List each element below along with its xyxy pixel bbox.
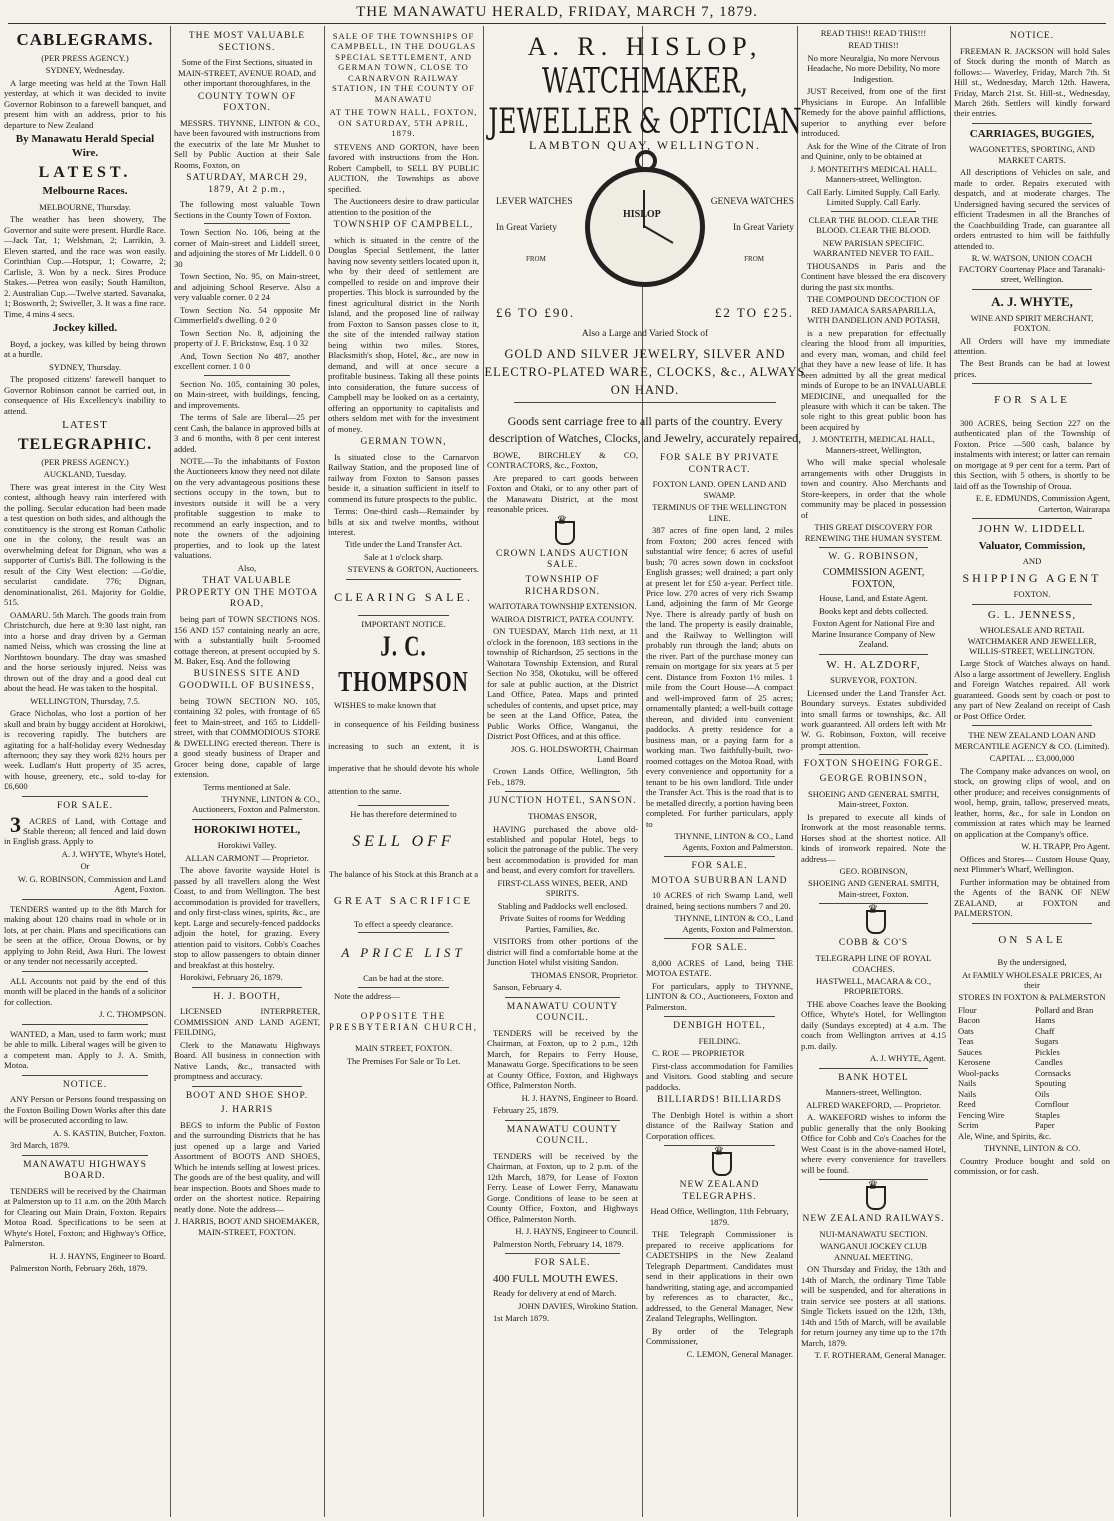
- ad-heading: THIS GREAT DISCOVERY FOR RENEWING THE HUMAN SYSTEM.: [804, 522, 943, 543]
- ad-text: 10 ACRES of rich Swamp Land, well drained, being sections numbers 7 and 20.: [646, 890, 793, 911]
- ad-signature: JOS. G. HOLDSWORTH, Chairman Land Board: [511, 743, 638, 764]
- section-heading: Jockey killed.: [52, 322, 118, 335]
- column-rule: [324, 26, 325, 1517]
- column-rule: [950, 26, 951, 1517]
- watch-brand: HISLOP: [623, 209, 661, 220]
- ad-signature: A. J. WHYTE, Whyte's Hotel,: [61, 848, 166, 859]
- ad-heading: SALE OF THE TOWNSHIPS OF CAMPBELL, IN THE DOUGLAS SPECIAL SETTLEMENT, AND GERMAN TOWN, CLOSE TO CARNARVON RAILWAY STATION, IN THE COUNTY OF MANAWATU: [330, 31, 477, 104]
- ad-text: The Best Brands can be had at lowest prices.: [954, 358, 1110, 379]
- ad-heading: NOTICE.: [1009, 31, 1055, 41]
- list-item: Cornsacks: [1035, 1067, 1071, 1078]
- ad-heading: MANAWATU HIGHWAYS BOARD.: [23, 1159, 147, 1182]
- ad-text: Head Office, Wellington, 11th February, 1879.: [650, 1206, 789, 1227]
- ad-text: NUI-MANAWATU SECTION.: [819, 1228, 928, 1239]
- ad-heading: DENBIGH HOTEL,: [673, 1021, 766, 1032]
- column-3: [328, 28, 479, 1515]
- section-listing: Section No. 105, containing 30 poles, on Main-street, with buildings, fencing, and improvements.: [174, 378, 320, 410]
- great-sacrifice-heading: GREAT SACRIFICE: [333, 895, 474, 908]
- dateline: SYDNEY, Thursday.: [49, 361, 121, 372]
- ad-text: The terms of Sale are liberal—25 per cent Cash, the balance in approved bills at 3 and 6 months, with 8 per cent interest added.: [174, 412, 320, 454]
- ad-text: WAIROA DISTRICT, PATEA COUNTY.: [491, 613, 634, 624]
- list-item: Chaff: [1035, 1025, 1055, 1036]
- ad-text: is a new preparation for effectually clearing the blood from all impurities, and every man, woman, and child feel that they have a new lease of life. It has been admitted by all the great medical minds of Europe to be an INVALUABLE MEDICINE, and unequalled for the pleasure with which it can be taken. The sole right to this great public boon has been acquired by: [801, 327, 946, 432]
- ad-heading: SHIPPING AGENT: [962, 570, 1102, 585]
- ad-signature: JOHN DAVIES, Wirokino Station.: [518, 1300, 638, 1311]
- ad-date: Palmerston North, February 14, 1879.: [493, 1238, 624, 1249]
- ad-heading: H. J. BOOTH,: [213, 991, 281, 1002]
- ad-signature: THYNNE, LINTON & CO., Land Agents, Foxton and Palmerston.: [674, 831, 793, 852]
- ad-heading: NEW ZEALAND RAILWAYS.: [802, 1214, 945, 1225]
- ad-text: FOXTON LAND. OPEN LAND AND SWAMP.: [652, 479, 787, 500]
- ad-signature: H. J. HAYNS, Engineer to Council.: [515, 1226, 638, 1237]
- ad-text: No more Neuralgia, No more Nervous Headache, No more Debility, No more Indigestion.: [807, 52, 940, 84]
- ad-date: Palmerston North, February 26th, 1879.: [10, 1263, 148, 1274]
- dateline: SYDNEY, Wednesday.: [45, 65, 125, 76]
- list-item: Sugars: [1035, 1036, 1059, 1047]
- news-paragraph: OAMARU. 5th March. The goods train from Christchurch, due here at 9:30 last night, ran into a horse and dray driven by a German named Neiss, which was crossing the line at Northtown boundary. The dray was smashed and the horse seriously injured. Neiss was thrown out of the dray and a good deal cut about the head. He was taken to the hospital.: [4, 609, 166, 694]
- ad-text: AND: [1022, 556, 1042, 567]
- ad-heading: FOR SALE.: [57, 800, 113, 811]
- ad-text: Are prepared to cart goods between Foxton and Otaki, or to any other part of the Manawatu District, at the most reasonable prices.: [487, 472, 638, 515]
- ad-signature: W. H. TRAPP, Pro Agent.: [1021, 841, 1110, 852]
- ad-text: The Denbigh Hotel is within a short distance of the Railway Station and Corporation offices.: [646, 1109, 793, 1141]
- list-item: Pickles: [1035, 1046, 1060, 1057]
- ad-text: Can be had at the store.: [363, 973, 444, 984]
- ad-signature: T. F. ROTHERAM, General Manager.: [814, 1350, 946, 1361]
- ad-text: Or: [80, 861, 90, 872]
- section-heading: Melbourne Races.: [42, 185, 128, 198]
- ad-text: TENDERS will be received by the Chairman at Palmerston up to 11 a.m. on the 20th March for Clearing out Main Drain, Foxton. Repairs Motoa Road. Specifications to be seen at Whyte's Hotel, Foxton; and Highway's Office, Palmerston.: [4, 1185, 166, 1249]
- ad-date: February 25, 1879.: [493, 1105, 559, 1116]
- news-paragraph: A large meeting was held at the Town Hall yesterday, at which it was decided to invite Governor Robinson to a farewell banquet, and present him with an address, prior to his departure to New Zealand: [4, 77, 166, 130]
- ad-heading: BOOT AND SHOE SHOP.: [185, 1090, 309, 1101]
- ad-text: SHOEING AND GENERAL SMITH, Main-street, Foxton.: [808, 878, 939, 899]
- list-item: Candles: [1035, 1057, 1063, 1068]
- ad-heading: JOHN W. LIDDELL: [978, 523, 1086, 536]
- ad-heading: GERMAN TOWN,: [360, 437, 447, 448]
- list-item: Flour: [958, 1004, 977, 1015]
- variety-label: In Great Variety: [496, 223, 558, 233]
- ad-text: Who will make special wholesale arrangements with other Druggists in town and country. Also Merchants and Store-keepers, in order that the whole community may be placed in possession of: [801, 457, 946, 520]
- ad-text: TELEGRAPH LINE OF ROYAL COACHES.: [815, 953, 932, 974]
- ad-text: The Company make advances on wool, on stock, on growing clips of wool, and on other produce; and receives consignments of wool, hemp, grain, tallow, preserved meats, leather, horns, &c., for sale in London on commission at rates which may be learned on application at the Company's office.: [954, 765, 1110, 839]
- ad-text: CAPITAL ... £3,000,000: [989, 753, 1075, 764]
- ad-text: First-class accommodation for Families and Visitors. Good stabling and secure paddocks.: [646, 1060, 793, 1092]
- ad-text: BEGS to inform the Public of Foxton and the surrounding Districts that he has just opened up a large and Varied Assortment of BOOTS AND SHOES, Which he intends selling at lowest prices. The goods are of the best quality, and will bear inspection. Boots and Shoes made to order on the shortest notice. Repairing neatly done. Note the address—: [174, 1119, 320, 1214]
- ad-text: which is situated in the centre of the Douglas Special Settlement, the latter having now seventy settlers located upon it, who by their deed of settlement are compelled to reside on and improve their properties. This block is surrounded by the finest agricultural district in the North Island, and the proposed line of railway from Foxton to Sanson passes close to it, the site of the intended railway station being within two miles. Stores, Blacksmith's shop, Hotel, &c., are now in demand, and will at once secure a profitable business. Taking all these points into consideration, the future success of Campbell may be looked on as a certainty, offering an opportunity to capitalists and others seldom met with for the investment of money.: [328, 234, 479, 434]
- ad-text: 387 acres of fine open land, 2 miles from Foxton; 200 acres fenced with substantial wire fence; 6 acres of useful bush; 70 acres sown down in cocksfoot English grasses; well drained; a part only at present let for £50 a-year. Perfect title. Price low. 270 acres of very rich Swamp Land, adjoining the farm of Mr George Nye. There is already partly of bush on the land. The property is easily drainable, and the Railway to Wellington will probably run through the land; abuts on the river. Part of the purchase money can remain on mortgage for six years at 5 per cent. Distance from Foxton 1½ miles. 1 mile from the Court House—A compact and well-improved farm of 25 acres; ornamentally planted; a well-built cottage thereon, and divided into convenient paddocks. A pretty residence for a business man, or a paying farm for a working man. Two faithfully-built, two-roomed cottages on the Motoa Road, with every convenience and opportunity for a tenant to be his own landlord. Title under the Transfer Act. This is the road that is to be metalled directly, a portion having been completed. For further particulars, apply to: [646, 525, 793, 829]
- masthead-title: THE MANAWATU HERALD, FRIDAY, MARCH 7, 1879.: [356, 4, 758, 20]
- ad-text: SHOEING AND GENERAL SMITH, Main-street, Foxton.: [808, 788, 939, 810]
- cablegrams-heading: CABLEGRAMS.: [16, 30, 154, 49]
- ad-text: IMPORTANT NOTICE.: [361, 618, 446, 629]
- ad-signature: H. J. HAYNS, Engineer to Board.: [49, 1250, 166, 1261]
- ad-text: CLEAR THE BLOOD. CLEAR THE BLOOD. CLEAR THE BLOOD.: [808, 214, 939, 236]
- hislop-advertisement: [484, 28, 806, 448]
- list-item: Pollard and Bran: [1035, 1004, 1094, 1015]
- ad-heading: J. HARRIS: [220, 1105, 274, 1116]
- variety-label: In Great Variety: [732, 223, 794, 233]
- column-rule: [170, 26, 171, 1517]
- sell-off-heading: SELL OFF: [352, 832, 455, 850]
- ad-signature: C. LEMON, General Manager.: [686, 1348, 793, 1359]
- ad-heading: ON SALE: [998, 933, 1066, 946]
- ad-heading: MANAWATU COUNTY COUNCIL.: [506, 1124, 619, 1147]
- ad-text: WAITOTARA TOWNSHIP EXTENSION.: [488, 601, 637, 612]
- ad-heading: Valuator, Commission,: [978, 539, 1086, 552]
- ad-date: Sanson, February 4.: [493, 982, 562, 993]
- ad-text: Ready for delivery at end of March.: [493, 1288, 617, 1299]
- ad-text: Ask for the Wine of the Citrate of Iron and Quinine, only to be obtained at: [801, 140, 946, 162]
- ad-signature: THYNNE, LINTON & CO., Land Agents, Foxton and Palmerston.: [674, 913, 793, 934]
- ad-text: ALL Accounts not paid by the end of this month will be placed in the hands of a solicitor for collection.: [4, 975, 166, 1007]
- ad-signature: THYNNE, LINTON & CO., Auctioneers, Foxton and Palmerston.: [192, 794, 320, 815]
- ad-signature: STEVENS & GORTON, Auctioneers.: [347, 564, 479, 575]
- ad-text: THOUSANDS in Paris and the Continent have blessed the era discovery during the past six months.: [801, 260, 946, 292]
- hislop-name: A. R. HISLOP,: [527, 32, 763, 61]
- ad-text: THE Telegraph Commissioner is prepared to receive applications for CADETSHIPS in the New Zealand Telegraph Department. Candidates must send in their applications in their own handwriting, stating age, and accompanied by references as to character, &c., addressed, to the General Manager, New Zealand Telegraphs, Wellington.: [646, 1229, 793, 1324]
- ad-signature: R. W. WATSON, UNION COACH FACTORY Courtenay Place and Taranaki-street, Wellington.: [958, 253, 1106, 285]
- ad-text: All Orders will have my immediate attention.: [954, 335, 1110, 356]
- from-label: FROM: [744, 255, 764, 263]
- ad-text: Note the address—: [334, 990, 400, 1001]
- ad-heading: FOXTON SHOEING FORGE.: [803, 759, 944, 770]
- ad-text: Licensed under the Land Transfer Act. Boundary surveys. Estates subdivided into small farms or townships, &c. All work guaranteed. All orders left with Mr W. G. Robinson, Foxton, will receive prompt attention.: [801, 687, 946, 750]
- ad-signature: J. HARRIS, BOOT AND SHOEMAKER, MAIN-STREET, FOXTON.: [174, 1216, 320, 1237]
- ad-text: J. MONTEITH'S MEDICAL HALL. Manners-street, Wellington.: [809, 163, 938, 185]
- list-item: Teas: [958, 1036, 974, 1047]
- hislop-trade: WATCHMAKER, JEWELLER & OPTICIAN: [488, 60, 802, 142]
- ad-text: MESSRS. THYNNE, LINTON & CO., have been favoured with instructions from the executrix of the late Mr Mushet to Sell by Public Auction at their Sale Rooms, Foxton, on: [174, 117, 320, 170]
- ad-signature: A. S. KASTIN, Butcher, Foxton.: [52, 1127, 166, 1138]
- ad-text: Also,: [237, 562, 257, 573]
- ad-heading: FOR SALE.: [534, 1258, 591, 1269]
- hislop-place: LAMBTON QUAY, WELLINGTON.: [528, 138, 761, 152]
- ad-text: Country Produce bought and sold on commission, or for cash.: [954, 1155, 1110, 1177]
- ad-text: To effect a speedy clearance.: [353, 918, 454, 929]
- ad-heading: GEORGE ROBINSON,: [819, 774, 928, 785]
- ad-heading: THAT VALUABLE PROPERTY ON THE MOTOA ROAD,: [175, 576, 319, 610]
- ad-text: Is situated close to the Carnarvon Railway Station, and the proposed line of railway from Foxton to Sanson passes beside it, a situation sufficient in itself to commend its future prospects to the public.: [328, 451, 479, 504]
- ad-text: THE above Coaches leave the Booking Office, Whyte's Hotel, for Wellington daily (Sundays excepted) at 4 a.m. The coach from Wellington arrives at 4.15 p.m. daily.: [801, 998, 946, 1051]
- geneva-price: £2 TO £25.: [714, 305, 794, 320]
- ad-heading: AT THE TOWN HALL, FOXTON, ON SATURDAY, 5TH APRIL, 1879.: [329, 107, 478, 139]
- ad-text: ON Thursday and Friday, the 13th and 14th of March, the ordinary Time Table will be suspended, and for alterations in train service see posters at all stations. Single Tickets issued on the 12th, 13th, 14th and 15th of March, will be available for return journey any time up to the 17th March, 1879.: [801, 1264, 946, 1348]
- ad-text: ON TUESDAY, March 11th next, at 11 o'clock in the forenoon, 183 sections in the township of Richardson, 25 sections in the Waitotara Township Extension, and Rural Section No 358, Okotuku, will be offered for sale at public auction, at the District Land Office, Patea. Maps and printed schedules of contents, and upset price, may be seen at the Land Office, Patea, the Public Works Office, Wanganui, the District Post Offices, and at this office.: [487, 626, 638, 742]
- ad-text: J. MONTEITH, MEDICAL HALL, Manners-street, Wellington,: [812, 434, 935, 455]
- ad-text: At FAMILY WHOLESALE PRICES, At their: [961, 969, 1103, 990]
- ad-heading: NEW ZEALAND TELEGRAPHS.: [679, 1180, 760, 1202]
- ad-heading: MOTOA SUBURBAN LAND: [651, 875, 788, 886]
- ad-text: in consequence of his Feilding business increasing to such an extent, it is imperative that he should devote his whole attention to the same.: [328, 718, 479, 796]
- ad-text: FREEMAN R. JACKSON will hold Sales of Stock during the month of March as follows:— Waverley, Friday, March 7th. St Hill st., Wednesday, March 12th. Hawera, Friday, March 21st. St. Hill-st., Wednesday, March 26th. Settlers will kindly forward their entries.: [954, 45, 1110, 119]
- ad-text: LICENSED INTERPRETER, COMMISSION AND LAND AGENT, FEILDING,: [174, 1006, 320, 1038]
- ad-signature: THOMAS ENSOR, Proprietor.: [530, 969, 638, 980]
- price-list-heading: A PRICE LIST: [341, 945, 466, 961]
- ad-text: Offices and Stores— Custom House Quay, next Plimmer's Wharf, Wellington.: [954, 853, 1110, 875]
- special-wire-heading: By Manawatu Herald Special Wire.: [15, 133, 155, 159]
- ad-text: WISHES to make known that: [334, 700, 437, 711]
- list-item: Sauces: [958, 1046, 982, 1057]
- ad-heading: HOROKIWI HOTEL,: [193, 823, 301, 836]
- list-item: Reed: [958, 1099, 976, 1110]
- ad-text: VISITORS from other portions of the district will find a comfortable home at the Junction Hotel whilst visiting Sandon.: [487, 936, 638, 968]
- geneva-watches-label: GENEVA WATCHES: [710, 197, 794, 207]
- lever-price: £6 TO £90.: [496, 305, 576, 320]
- ad-signature: A. J. WHYTE, Agent.: [870, 1053, 946, 1064]
- news-paragraph: Boyd, a jockey, was killed by being thrown at a hurdle.: [4, 338, 166, 360]
- ad-text: NOTE.—To the inhabitants of Foxton the Auctioneers know they need not dilate on the very advantageous positions these sections occupy in the town, but to investors outside it will be a very profitable suggestion to make to recommend an early inspection, and to note the owners of the adjoining properties, and to look up the latest valuations.: [174, 456, 320, 561]
- royal-crest-icon: [854, 908, 894, 934]
- column-5: [646, 450, 793, 1515]
- list-item: Wool-packs: [958, 1067, 999, 1078]
- ad-heading: NOTICE.: [62, 1079, 108, 1090]
- column-6: [801, 28, 946, 1515]
- list-item: Bacon: [958, 1015, 980, 1026]
- ad-text: A. WAKEFORD wishes to inform the public generally that the only Booking Office for Cobb and Co's Coaches for the West Coast is in the above-named Hotel, where every convenience for travellers will be found.: [801, 1112, 946, 1175]
- ad-text: NEW PARISIAN SPECIFIC. WARRANTED NEVER TO FAIL.: [813, 237, 934, 259]
- ad-date: 1st March 1879.: [493, 1313, 550, 1324]
- ad-heading: READ THIS!!: [848, 40, 899, 51]
- news-paragraph: The proposed citizens' farewell banquet to Governor Robinson cannot be carried out, in consequence of His Excellency's inability to attend.: [4, 374, 166, 416]
- ad-text: Stabling and Paddocks well enclosed.: [497, 900, 628, 911]
- ad-text: House, Land, and Estate Agent.: [819, 593, 928, 604]
- ad-text: For particulars, apply to THYNNE, LINTON & CO., Auctioneers, Foxton and Palmerston.: [646, 980, 793, 1012]
- column-4: [487, 450, 638, 1515]
- ad-text: Further information may be obtained from the Agents of the BANK OF NEW ZEALAND, at FOXTON and PALMERSTON.: [954, 876, 1110, 919]
- ad-text: TERMINUS OF THE WELLINGTON LINE.: [652, 502, 787, 523]
- ad-heading: TOWNSHIP OF CAMPBELL,: [333, 220, 474, 231]
- agency-line: (PER PRESS AGENCY.): [41, 456, 129, 467]
- ad-text: The following most valuable Town Sections in the County Town of Foxton.: [174, 199, 320, 220]
- section-listing: Town Section, No. 95, on Main-street, and adjoining School Reserve. Also a very valuable corner. 0 2 24: [174, 271, 320, 303]
- column-1: [4, 28, 166, 1515]
- ad-text: Books kept and debts collected.: [818, 605, 929, 616]
- list-item: Nails: [958, 1078, 977, 1089]
- ad-heading: CARRIAGES, BUGGIES,: [969, 127, 1095, 140]
- royal-crest-icon: [543, 519, 583, 545]
- section-listing: Town Section No. 8, adjoining the property of J. F. Brickstow, Esq. 1 0 32: [174, 327, 320, 349]
- list-item: Scrim: [958, 1120, 979, 1131]
- ad-text: The above favorite wayside Hotel is passed by all travellers along the West Coast, to and from Wellington. The best accommodation is provided for travellers, and only first-class wines, spirits, &c., are kept. Large and securely-fenced paddocks adjoin the hotel, for grazing. Every attention paid to visitors. Cobb's Coaches stop to allow passengers to obtain dinner and breakfast at this hostelry.: [174, 865, 320, 970]
- ad-heading: COBB & CO'S: [838, 938, 909, 949]
- ad-text: Foxton Agent for National Fire and Marine Insurance Company of New Zealand.: [811, 618, 936, 650]
- stores-list: [958, 1005, 1106, 1141]
- ad-text: ANY Person or Persons found trespassing on the Foxton Boiling Down Works after this date will be prosecuted according to law.: [4, 1094, 166, 1126]
- pocket-watch-icon: [585, 167, 705, 287]
- ad-text: Manners-street, Wellington.: [825, 1087, 922, 1098]
- ad-text: Some of the First Sections, situated in MAIN-STREET, AVENUE ROAD, and other important thoroughfares, in the: [178, 57, 316, 89]
- ad-heading: THE MOST VALUABLE SECTIONS.: [188, 31, 306, 53]
- ad-signature: W. G. ROBINSON, Commission and Land Agent, Foxton.: [17, 873, 166, 895]
- ad-text: WANGANUI JOCKEY CLUB ANNUAL MEETING.: [819, 1241, 928, 1262]
- list-item: Kerosene: [958, 1057, 991, 1068]
- ad-text: being TOWN SECTION NO. 105, containing 32 poles, with frontage of 65 feet to Main-street, and 165 to Liddell-street, with that COMMODIOUS STORE & DWELLING erected thereon. There is a good steady business of Draper and Grocer being done, capable of large extension.: [174, 695, 320, 780]
- ad-heading: G. L. JENNESS,: [987, 608, 1077, 621]
- ad-text: TENDERS wanted up to the 8th March for making about 120 chains road in whole or in lots, at per chain. Plans and specifications can be seen at the office, Oroua Downs, or by applying to John Reid, Awa Huri. The lowest or any tender not necessarily accepted.: [4, 903, 166, 967]
- ad-heading: CROWN LANDS AUCTION SALE.: [496, 548, 629, 571]
- ad-text: MAIN STREET, FOXTON.: [354, 1043, 453, 1054]
- ad-text: Clerk to the Manawatu Highways Board. All business in connection with Native Lands, &c., transacted with promptness and accuracy.: [174, 1039, 320, 1082]
- section-listing: And, Town Section No 487, another excellent corner. 1 0 0: [174, 350, 320, 372]
- list-item: Oils: [1035, 1088, 1050, 1099]
- ad-text: Terms mentioned at Sale.: [203, 781, 291, 792]
- ad-text: Is prepared to execute all kinds of Ironwork at the most reasonable terms. Horses shod at the shortest notice. All kinds of ironwork repaired. Note the address—: [801, 811, 946, 864]
- ad-text: FEILDING.: [698, 1035, 741, 1046]
- ad-signature: H. J. HAYNS, Engineer to Board.: [521, 1092, 638, 1103]
- ad-text: Horokiwi Valley.: [217, 840, 277, 851]
- ad-date: 3rd March, 1879.: [10, 1140, 70, 1151]
- ad-heading: BOWE, BIRCHLEY & CO, CONTRACTORS, &c., Foxton,: [487, 450, 638, 471]
- ad-text: ACRES of Land, with Cottage and Stable thereon; all fenced and laid down in English grass. Apply to: [4, 815, 166, 847]
- ad-text: Sale at 1 o'clock sharp.: [363, 551, 444, 562]
- ad-signature: J. C. THOMPSON.: [99, 1009, 166, 1020]
- agency-line: (PER PRESS AGENCY.): [41, 52, 129, 63]
- ad-heading: BILLIARDS! BILLIARDS: [657, 1095, 782, 1106]
- ad-heading: THE COMPOUND DECOCTION OF RED JAMAICA SARSAPARILLA, WITH DANDELION AND POTASH,: [807, 294, 940, 326]
- ad-heading: TOWNSHIP OF RICHARDSON.: [524, 575, 601, 597]
- ad-text: 300 ACRES, being Section 227 on the authenticated plan of the Township of Foxton. Price —500 cash, balance by instalments with interest; or latter can remain on mortgage at 9 per cent for a term. Part of this Section, with 5 others, is shortly to be laid off as the Township of Oroua.: [954, 417, 1110, 491]
- hislop-also: Also a Large and Varied Stock of: [581, 329, 709, 339]
- ad-text: FIRST-CLASS WINES, BEER, AND SPIRITS.: [497, 877, 628, 899]
- ad-text: GEO. ROBINSON,: [839, 866, 908, 876]
- ad-text: He has therefore determined to: [350, 809, 457, 820]
- ad-text: HAVING purchased the above old-established and popular Hotel, begs to solicit the patronage of the public. The very best accommodation is provided for man and beast, and every comfort for travellers.: [487, 823, 638, 876]
- ad-text: THOMAS ENSOR,: [528, 811, 597, 822]
- news-paragraph: Grace Nicholas, who lost a portion of her skull and brain by buggy accident at Horokiwi, is recovering rapidly. The butchers are agitating for a half-holiday every Wednesday afternoon; they say they work 82½ hours per week. Ludlam's Hutt property of 35 acres, with house, greenery, etc., sold to-day for £6,600: [4, 708, 166, 792]
- ad-heading: FOR SALE.: [691, 943, 748, 954]
- latest-heading: LATEST: [62, 418, 108, 431]
- ad-heading: MANAWATU COUNTY COUNCIL.: [506, 1001, 619, 1024]
- ad-heading: BANK HOTEL: [838, 1072, 909, 1083]
- ad-heading: BUSINESS SITE AND GOODWILL OF BUSINESS,: [179, 669, 315, 692]
- hislop-goods: Goods sent carriage free to all parts of the country. Every description of Watches, Clocks, and Jewelry, accurately repaired,: [488, 414, 802, 446]
- drop-cap: 3: [10, 811, 21, 837]
- ad-text: Private Suites of rooms for Wedding Parties, Families, &c.: [499, 913, 626, 934]
- list-item: Nails: [958, 1088, 977, 1099]
- ad-text: By order of the Telegraph Commissioner,: [646, 1325, 793, 1347]
- ad-text: By the undersigned,: [997, 957, 1067, 968]
- masthead: [0, 0, 1114, 24]
- ad-heading: W. H. ALZDORF,: [826, 658, 921, 671]
- ad-heading: W. G. ROBINSON,: [828, 552, 919, 563]
- ad-heading: THE NEW ZEALAND LOAN AND MERCANTILE AGENCY & CO. (Limited).: [954, 730, 1110, 751]
- ad-text: HASTWELL, MACARA & CO., PROPRIETORS.: [815, 976, 932, 997]
- list-item: Oats: [958, 1025, 974, 1036]
- ad-text: The Auctioneers desire to draw particular attention to the position of the: [328, 196, 479, 217]
- ad-text: being part of TOWN SECTIONS NOS. 156 AND 157 containing nearly an acre, with a substantially built 5-roomed cottage thereon, at present occupied by S. M. Baker, Esq. And the following: [174, 614, 320, 666]
- ad-text: The balance of his Stock at this Branch at a: [328, 869, 479, 880]
- ad-heading: COMMISSION AGENT, FOXTON,: [822, 566, 925, 591]
- ad-text: WAGONETTES, SPORTING, AND MARKET CARTS.: [968, 144, 1095, 165]
- ad-signature: THYNNE, LINTON & CO.: [983, 1143, 1081, 1154]
- ad-date: Horokiwi, February 26, 1879.: [180, 972, 283, 983]
- ad-text: TENDERS will be received by the Chairman, at Foxton, up to 2 p.m. of the 12th March, 1879, for Lease of Foxton Ferry. Lease of Lower Ferry, Manawatu Gorge. Conditions of lease to be seen at County Office, Foxton, and Highways Office, Palmerston North.: [487, 1150, 638, 1224]
- section-listing: Town Section No. 106, being at the corner of Main-street and Liddell street, and adjoining the stores of Mr Liddell. 0 0 30: [174, 227, 320, 269]
- ad-heading: STORES IN FOXTON & PALMERSTON: [958, 992, 1106, 1003]
- telegraphic-heading: TELEGRAPHIC.: [17, 436, 153, 454]
- list-item: Cornflour: [1035, 1099, 1069, 1110]
- clearing-sale-heading: CLEARING SALE.: [334, 589, 473, 604]
- royal-crest-icon: [854, 1184, 894, 1210]
- ad-text: WHOLESALE AND RETAIL WATCHMAKER AND JEWELLER, WILLIS-STREET, WELLINGTON.: [967, 625, 1097, 656]
- ad-text: Title under the Land Transfer Act.: [344, 539, 463, 550]
- news-paragraph: The weather has been showery, The Governor and suite were present. Hurdle Race.—Jack Tar, 1; Welshman, 2; Larrikin, 3. Eleven started, and the race was won easily. Corinthian Cup.—Hotspur, 1; Cowarre, 2; Carlisle, 3. Won by a neck. Sires Produce Stakes.—Petrea won easily; South Hamilton, 2. Australian Cup.—Twelve started. Savanaka, 1; Bosworth, 2; Swiveller, 3. It was a fine race. Time, 4 mins 4 secs.: [4, 214, 166, 319]
- column-7: [954, 28, 1110, 1515]
- ad-text: TENDERS will be received by the Chairman, at Foxton, up to 2 p.m., 12th March, for Repairs to Ferry House, Manawatu Gorge. Specifications to be seen at County Office, Foxton, and Highways Office, Palmerston North.: [487, 1027, 638, 1091]
- ad-text: The Premises For Sale or To Let.: [346, 1055, 461, 1066]
- royal-crest-icon: [700, 1150, 740, 1176]
- ad-date: Crown Lands Office, Wellington, 5th Feb., 1879.: [487, 766, 638, 787]
- ad-text: ALFRED WAKEFORD, — Proprietor.: [806, 1099, 941, 1110]
- ad-text: WINE AND SPIRIT MERCHANT, FOXTON.: [970, 312, 1094, 334]
- ad-text: Large Stock of Watches always on hand. Also a large assortment of Jewellery. English and Foreign Watches repaired. All work guaranteed. Goods sent by coach or post to any part of New Zealand on receipt of Cash or Post Office Order.: [954, 658, 1110, 721]
- ad-text: Terms: One-third cash—Remainder by bills at six and twelve months, without interest.: [328, 506, 479, 537]
- ad-text: Call Early. Limited Supply. Call Early. Limited Supply. Call Early.: [807, 186, 940, 208]
- dateline: WELLINGTON, Thursday, 7.5.: [30, 695, 140, 706]
- ad-text: ALLAN CARMONT — Proprietor.: [185, 852, 309, 863]
- hislop-stock: GOLD AND SILVER JEWELRY, SILVER AND ELECTRO-PLATED WARE, CLOCKS, &c., ALWAYS ON HAND.: [484, 347, 806, 398]
- dateline: AUCKLAND, Tuesday.: [43, 469, 127, 480]
- ad-heading: 400 FULL MOUTH EWES.: [493, 1272, 618, 1285]
- ad-date: SATURDAY, MARCH 29, 1879, At 2 p.m.,: [186, 173, 308, 195]
- ad-heading: FOR SALE: [994, 394, 1070, 407]
- thompson-heading: J. C. THOMPSON: [338, 630, 469, 698]
- list-item: Spouting: [1035, 1078, 1067, 1089]
- ad-heading: OPPOSITE THE PRESBYTERIAN CHURCH,: [328, 1011, 478, 1033]
- list-item: Ale, Wine, and Spirits, &c.: [958, 1130, 1052, 1141]
- ad-heading: FOR SALE BY PRIVATE CONTRACT.: [659, 453, 780, 475]
- ad-heading: COUNTY TOWN OF FOXTON.: [197, 91, 297, 114]
- lever-watches-label: LEVER WATCHES: [496, 197, 573, 207]
- section-listing: Town Section No. 54 opposite Mr Cimmerfield's dwelling. 0 2 0: [174, 304, 320, 326]
- ad-text: All descriptions of Vehicles on sale, and made to order. Repairs executed with despatch, and at moderate charges. The Undersigned having secured the services of efficient Tradesmen in all the Branches of the Coachbuilding Trade, can guarantee all orders entrusted to him will be faithfully attended to.: [954, 167, 1110, 251]
- list-item: Hams: [1035, 1015, 1056, 1026]
- news-paragraph: There was great interest in the City West contest, although heavy rain interfered with the polling. Secular education had been made a test question on both sides, and although the constituency is the strong est Roman Catholic one in the colony, the result was an overwhelming defeat for Dignan, who was a supporter of Curtis's Bill. The following is the result of the City West election: —Go'die, secularist candidate. 776; Dignan, denominationalist, 261. Majority for Goldie, 515.: [4, 481, 166, 608]
- ad-text: FOXTON.: [1013, 589, 1051, 600]
- ad-text: 8,000 ACRES of Land, being THE MOTOA ESTATE.: [646, 957, 793, 979]
- dateline: MELBOURNE, Thursday.: [39, 201, 131, 212]
- ad-text: SURVEYOR, FOXTON.: [830, 675, 917, 686]
- ad-signature: E. E. EDMUNDS, Commission Agent, Carterton, Wairarapa: [975, 493, 1110, 514]
- ad-heading: JUNCTION HOTEL, SANSON.: [488, 796, 637, 807]
- list-item: Fencing Wire: [958, 1109, 1005, 1120]
- ad-text: WANTED, a Man, used to farm work; must be able to milk. Liberal wages will be given to a competent man. Apply to J. A. Smith, Motoa.: [4, 1028, 166, 1071]
- ad-text: STEVENS AND GORTON, have been favored with instructions from the Hon. Robert Campbell, to SELL BY PUBLIC AUCTION, the Townships as above specified.: [328, 141, 479, 194]
- list-item: Staples: [1035, 1109, 1060, 1120]
- list-item: Paper: [1035, 1120, 1055, 1131]
- latest-heading: LATEST.: [38, 163, 132, 181]
- ad-text: C. ROE — PROPRIETOR: [652, 1048, 745, 1059]
- ad-heading: A. J. WHYTE,: [991, 293, 1073, 309]
- from-label: FROM: [526, 255, 546, 263]
- ad-text: JUST Received, from one of the first Physicians in Europe. An Infallible Remedy for the above painful afflictions, superior to anything ever before introduced.: [801, 86, 946, 139]
- ad-heading: READ THIS!! READ THIS!!!: [820, 28, 927, 38]
- ad-heading: FOR SALE.: [691, 861, 748, 872]
- column-2: [174, 28, 320, 1515]
